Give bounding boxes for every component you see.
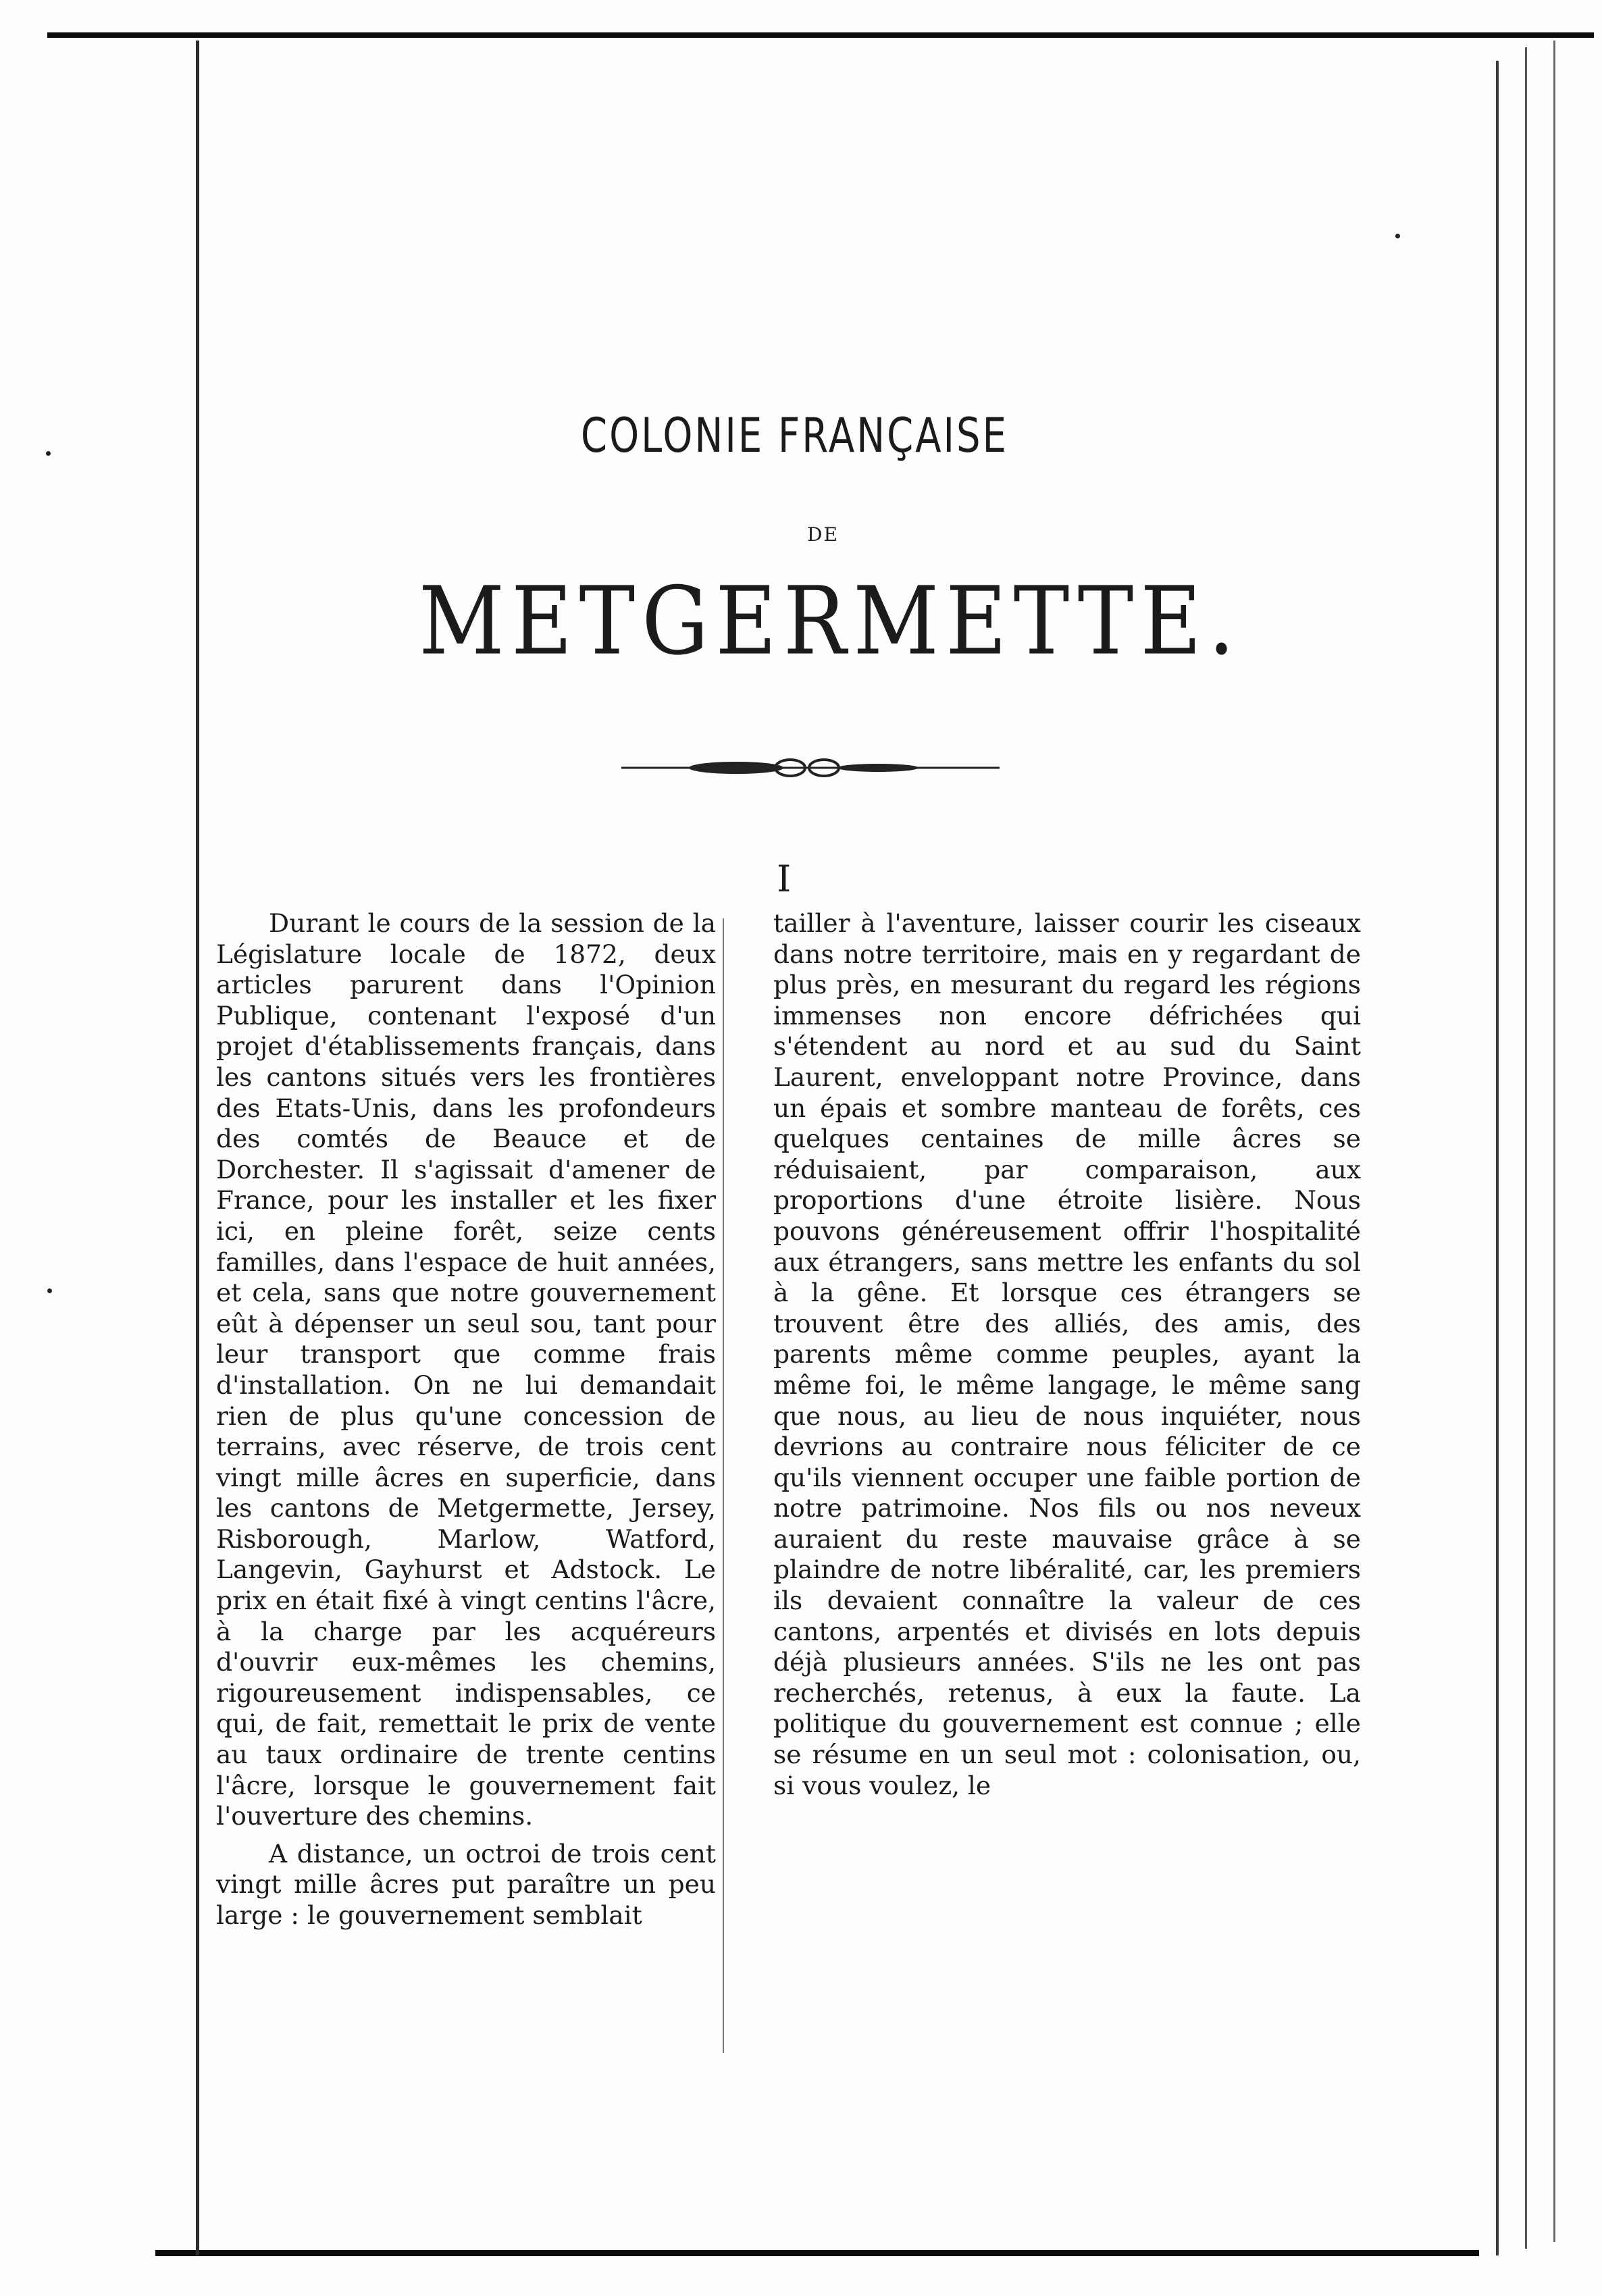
header-connector: DE [807,523,839,546]
main-title: METGERMETTE. [419,567,1242,677]
paragraph: tailler à l'aventure, laisser courir les ciseaux dans notre territoire, mais en y regardant de plus près, en mesurant du regard les régions immenses non encore défrichées qui s'étendent au nord et au sud du Saint Laurent, enveloppant notre Province, dans un épais et sombre manteau de forêts, ces quelques centaines de mille âcres se réduisaient, par comparaison, aux proportions d'une étroite lisière. Nous pouvons généreusement offrir l'hospitalité aux étrangers, sans mettre les enfants du sol à la gêne. Et lorsque ces étrangers se trouvent être des alliés, des amis, des parents même comme peuples, ayant la même foi, le même langage, le même sang que nous, au lieu de nous inquiéter, nous devrions au contraire nous féliciter de ce qu'ils viennent occuper une faible portion de notre patrimoine. Nos fils ou nos neveux auraient du reste mauvaise grâce à se plaindre de notre libéralité, car, les premiers ils devaient connaître la valeur de ces cantons, arpentés et divisés en lots depuis déjà plusieurs années. S'ils ne les ont pas recherchés, retenus, à eux la faute. La politique du gouvernement est connue ; elle se résume en un seul mot : colonisation, ou, si vous voulez, le [773,908,1361,1800]
paragraph: A distance, un octroi de trois cent vingt mille âcres put paraître un peu large : le gouvernement semblait [216,1838,716,1930]
right-column [773,908,1361,1801]
ink-speck [46,451,51,456]
ink-speck [47,1288,52,1293]
header-title: COLONIE FRANÇAISE [581,409,1008,464]
paragraph: Durant le cours de la session de la Législature locale de 1872, deux articles parurent dans l'Opinion Publique, contenant l'exposé d'un projet d'établissements français, dans les cantons situés vers les frontières des Etats-Unis, dans les profondeurs des comtés de Beauce et de Dorchester. Il s'agissait d'amener de France, pour les installer et les fixer ici, en pleine forêt, seize cents familles, dans l'espace de huit années, et cela, sans que notre gouvernement eût à dépenser un seul sou, tant pour leur transport que comme frais d'installation. On ne lui demandait rien de plus qu'une concession de terrains, avec réserve, de trois cent vingt mille âcres en superficie, dans les cantons de Metgermette, Jersey, Risborough, Marlow, Watford, Langevin, Gayhurst et Adstock. Le prix en était fixé à vingt centins l'âcre, à la charge par les acquéreurs d'ouvrir eux-mêmes les chemins, rigoureusement indispensables, ce qui, de fait, remettait le prix de vente au taux ordinaire de trente centins l'âcre, lorsque le gouvernement fait l'ouverture des chemins. [216,908,716,1831]
page-right-edge [1496,61,1499,2255]
page-right-edge [1525,47,1527,2249]
page-right-edge [1553,41,1555,2242]
page-left-edge [196,41,199,2255]
ink-speck [1395,234,1400,238]
top-border-rule [47,32,1594,38]
column-divider [723,918,724,2053]
ornamental-divider [621,754,1000,781]
bottom-border-rule [155,2250,1479,2256]
section-numeral: I [777,858,792,900]
left-column [216,908,716,1931]
